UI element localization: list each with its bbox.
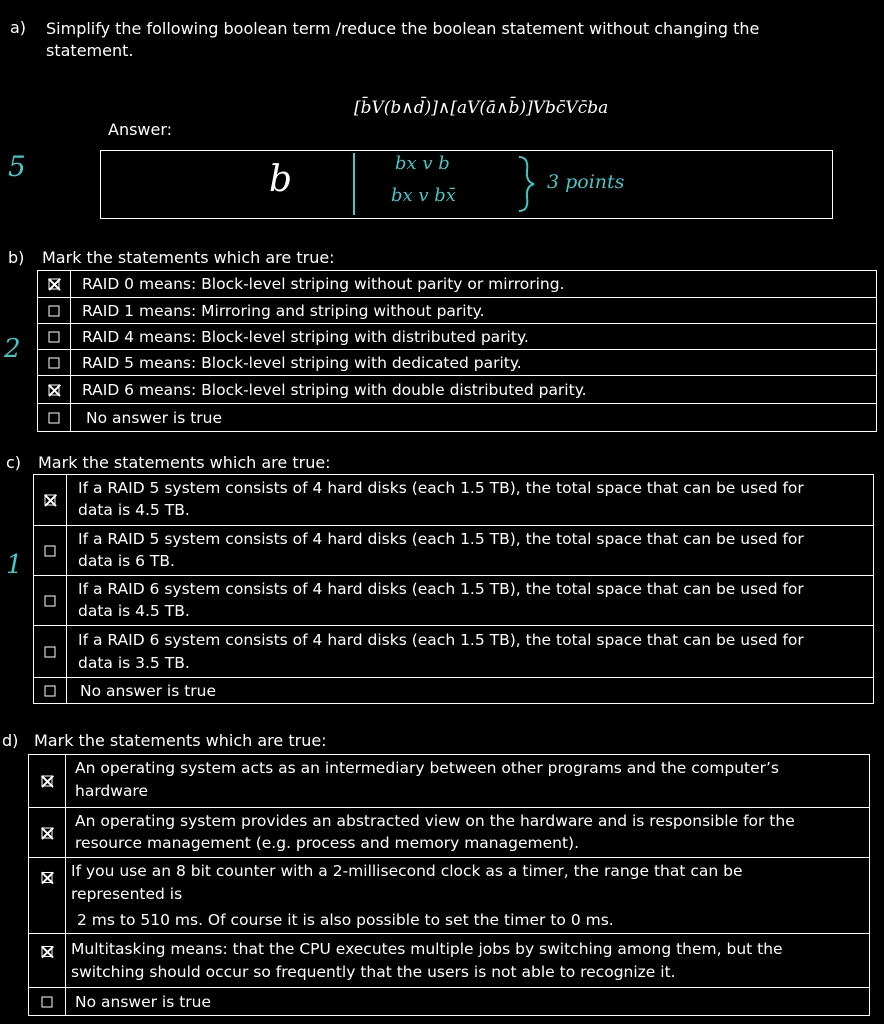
- checkbox-d-2[interactable]: [42, 872, 53, 883]
- statement-line1: No answer is true: [80, 682, 217, 700]
- statement-line1: No answer is true: [75, 993, 212, 1011]
- checkbox-d-0[interactable]: [42, 776, 53, 787]
- score-a: 5: [8, 150, 26, 183]
- section-c-prompt: Mark the statements which are true:: [38, 453, 331, 472]
- table-row: [38, 403, 876, 432]
- table-row: [34, 475, 873, 525]
- table-row: [38, 375, 876, 404]
- statement-line1: If a RAID 6 system consists of 4 hard disks (each 1.5 TB), the total space that can be used for: [78, 580, 804, 598]
- statement-line1: If a RAID 6 system consists of 4 hard disks (each 1.5 TB), the total space that can be used for: [78, 631, 804, 649]
- section-b-prompt: Mark the statements which are true:: [42, 248, 335, 267]
- section-d-label: d): [2, 731, 19, 750]
- table-row: [34, 677, 873, 704]
- table-row: [29, 987, 869, 1016]
- handwritten-brace: [515, 155, 537, 213]
- table-row: [38, 323, 876, 350]
- table-row: [38, 297, 876, 324]
- statement-line2: hardware: [75, 782, 149, 800]
- table-row: [34, 525, 873, 576]
- handwritten-line2: bx v bx̄: [391, 185, 456, 206]
- score-c: 1: [6, 550, 23, 580]
- checkbox-b-1[interactable]: [49, 306, 60, 317]
- checkbox-c-2[interactable]: [45, 596, 56, 607]
- statement-line1: Multitasking means: that the CPU executes multiple jobs by switching among them, but the: [71, 940, 783, 958]
- section-b-label: b): [8, 248, 25, 267]
- statement-line1: An operating system provides an abstracted view on the hardware and is responsible for the: [75, 812, 795, 830]
- checkbox-c-4[interactable]: [45, 686, 56, 697]
- statement-line2: switching should occur so frequently that the users is not able to recognize it.: [71, 963, 676, 981]
- statement-text: No answer is true: [86, 409, 223, 427]
- answer-label: Answer:: [108, 120, 173, 139]
- table-row: [34, 625, 873, 678]
- score-b: 2: [4, 334, 21, 364]
- table-row: [29, 755, 869, 807]
- table-row: [38, 349, 876, 376]
- section-b-table: [37, 270, 877, 432]
- statement-line1: If a RAID 5 system consists of 4 hard disks (each 1.5 TB), the total space that can be used for: [78, 530, 804, 548]
- handwritten-result: b: [269, 159, 293, 200]
- checkbox-d-1[interactable]: [42, 828, 53, 839]
- statement-line2: data is 4.5 TB.: [78, 602, 190, 620]
- checkbox-c-0[interactable]: [45, 495, 56, 506]
- statement-line1: An operating system acts as an intermediary between other programs and the computer’s: [75, 759, 780, 777]
- table-row: [34, 575, 873, 626]
- section-c-label: c): [6, 453, 22, 472]
- checkbox-c-3[interactable]: [45, 647, 56, 658]
- handwritten-line1: bx v b: [395, 153, 450, 174]
- statement-line2: represented is: [71, 885, 183, 903]
- answer-box[interactable]: [100, 150, 833, 219]
- table-row: [38, 271, 876, 297]
- statement-line2: resource management (e.g. process and memory management).: [75, 834, 579, 852]
- section-d-table: [28, 754, 870, 1016]
- statement-text: RAID 1 means: Mirroring and striping without parity.: [82, 302, 485, 320]
- section-d-prompt: Mark the statements which are true:: [34, 731, 327, 750]
- checkbox-c-1[interactable]: [45, 546, 56, 557]
- checkbox-b-5[interactable]: [49, 413, 60, 424]
- statement-text: RAID 5 means: Block-level striping with dedicated parity.: [82, 354, 522, 372]
- statement-line2: data is 4.5 TB.: [78, 501, 190, 519]
- statement-line3: 2 ms to 510 ms. Of course it is also possible to set the timer to 0 ms.: [77, 911, 614, 929]
- statement-text: RAID 6 means: Block-level striping with double distributed parity.: [82, 381, 587, 399]
- checkbox-d-4[interactable]: [42, 997, 53, 1008]
- statement-text: RAID 4 means: Block-level striping with distributed parity.: [82, 328, 529, 346]
- checkbox-b-3[interactable]: [49, 358, 60, 369]
- checkbox-b-4[interactable]: [49, 385, 60, 396]
- statement-text: RAID 0 means: Block-level striping without parity or mirroring.: [82, 275, 565, 293]
- statement-line2: data is 6 TB.: [78, 552, 175, 570]
- table-row: [29, 807, 869, 858]
- statement-line1: If you use an 8 bit counter with a 2-millisecond clock as a timer, the range that can be: [71, 862, 743, 880]
- statement-line1: If a RAID 5 system consists of 4 hard disks (each 1.5 TB), the total space that can be used for: [78, 479, 804, 497]
- boolean-formula: [b̄V(b∧d̄)]∧[aV(ā∧b̄)]Vbc̄Vc̄ba: [354, 98, 609, 118]
- checkbox-b-2[interactable]: [49, 332, 60, 343]
- statement-line2: data is 3.5 TB.: [78, 654, 190, 672]
- handwritten-divider: [353, 153, 355, 215]
- checkbox-b-0[interactable]: [49, 279, 60, 290]
- table-row: [29, 857, 869, 934]
- table-row: [29, 933, 869, 988]
- section-a-prompt: Simplify the following boolean term /reduce the boolean statement without changing the statement.: [46, 19, 760, 60]
- handwritten-points: 3 points: [547, 171, 625, 193]
- checkbox-d-3[interactable]: [42, 946, 53, 957]
- section-a-label: a): [10, 18, 27, 37]
- section-c-table: [33, 474, 874, 704]
